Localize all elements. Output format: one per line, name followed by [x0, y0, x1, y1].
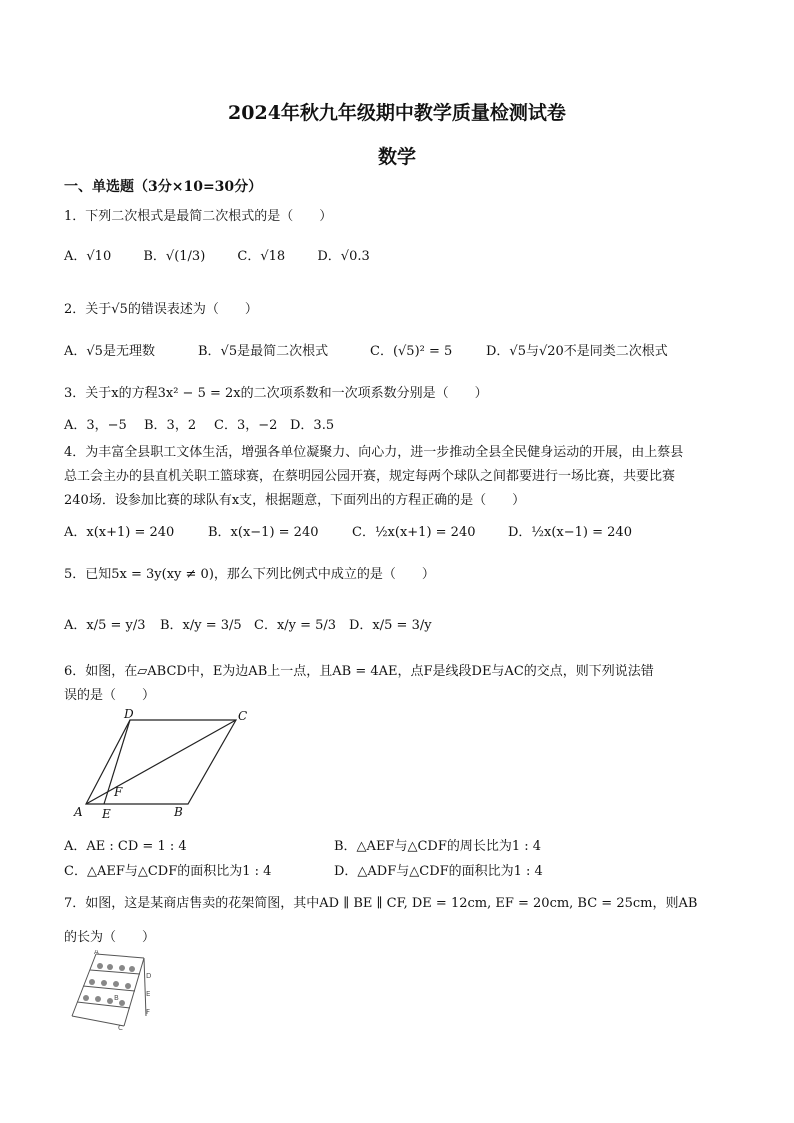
- q4-option-b: B．x(x−1) = 240: [208, 525, 319, 540]
- question-4-options: [64, 521, 632, 540]
- question-1-options: [64, 245, 370, 264]
- figure-label-d: D: [124, 708, 134, 721]
- q4-option-a: A．x(x+1) = 240: [64, 525, 175, 540]
- question-5-stem: 5．已知5x = 3y(xy ≠ 0)，那么下列比例式中成立的是（ ）: [64, 567, 435, 582]
- q1-option-a-label: A．: [64, 249, 87, 264]
- q4-option-d: D．½x(x−1) = 240: [508, 525, 632, 540]
- q5-option-c: C．x/y = 5/3: [254, 618, 337, 633]
- rack-label-f: F: [146, 1008, 151, 1016]
- q6-option-a: A．AE : CD = 1 : 4: [64, 839, 187, 854]
- question-3-stem: 3．关于x的方程3x² − 5 = 2x的二次项系数和一次项系数分别是（ ）: [64, 386, 488, 401]
- flower-rack-figure: [66, 950, 156, 1032]
- question-2-options: [64, 340, 668, 359]
- question-7-stem-line-2: 的长为（ ）: [64, 930, 156, 945]
- rack-label-d: D: [146, 972, 152, 980]
- figure-label-a: A: [74, 805, 83, 819]
- q5-option-a: A．x/5 = y/3: [64, 618, 146, 633]
- q1-option-a-value: √10: [86, 249, 112, 264]
- rack-label-b: B: [114, 994, 119, 1002]
- q6-option-d: D．△ADF与△CDF的面积比为1 : 4: [334, 864, 543, 879]
- question-6-stem-line-1: 6．如图，在▱ABCD中，E为边AB上一点，且AB = 4AE，点F是线段DE与AC的交点，则下列说法错: [64, 664, 654, 679]
- q2-option-b: B．√5是最简二次根式: [198, 344, 329, 359]
- q1-option-d-label: D．: [317, 249, 341, 264]
- question-2-stem: 2．关于√5的错误表述为（ ）: [64, 302, 258, 317]
- question-3-options: [64, 414, 335, 433]
- rack-label-a: A: [94, 950, 99, 956]
- q3-option-b: B．3，2: [144, 418, 197, 433]
- q6-option-b: B．△AEF与△CDF的周长比为1 : 4: [334, 839, 542, 854]
- rack-label-c: C: [118, 1024, 123, 1032]
- q4-option-c: C．½x(x+1) = 240: [352, 525, 476, 540]
- q1-option-c-value: √18: [260, 249, 286, 264]
- q1-option-c-label: C．: [237, 249, 261, 264]
- q3-option-a: A．3，−5: [64, 418, 127, 433]
- figure-label-e: E: [102, 807, 111, 821]
- figure-label-b: B: [174, 805, 183, 819]
- parallelogram-figure: [70, 708, 250, 826]
- q1-option-d-value: √0.3: [340, 249, 370, 264]
- q5-option-b: B．x/y = 3/5: [160, 618, 242, 633]
- question-4-stem-line-1: 4．为丰富全县职工文体生活，增强各单位凝聚力、向心力，进一步推动全县全民健身运动的开展，由上蔡县: [64, 445, 684, 460]
- q2-option-c: C．(√5)² = 5: [370, 344, 453, 359]
- q2-option-a: A．√5是无理数: [64, 344, 155, 359]
- q3-option-d: D．3.5: [290, 418, 335, 433]
- q5-option-d: D．x/5 = 3/y: [349, 618, 432, 633]
- q2-option-d: D．√5与√20不是同类二次根式: [486, 344, 668, 359]
- question-7-stem-line-1: 7．如图，这是某商店售卖的花架简图，其中AD ∥ BE ∥ CF, DE = 12cm, EF = 20cm, BC = 25cm，则AB: [64, 896, 698, 911]
- figure-label-f: F: [114, 785, 123, 799]
- question-5-options: [64, 614, 432, 633]
- q1-option-b-value: √(1/3): [165, 249, 206, 264]
- section-heading: 一、单选题（3分×10=30分）: [64, 179, 263, 195]
- question-4-stem-line-3: 240场．设参加比赛的球队有x支，根据题意，下面列出的方程正确的是（ ）: [64, 493, 526, 508]
- question-4-stem-line-2: 总工会主办的县直机关职工篮球赛，在蔡明园公园开赛，规定每两个球队之间都要进行一场比赛，共要比赛: [64, 469, 676, 484]
- q1-option-b-label: B．: [143, 249, 166, 264]
- figure-label-c: C: [238, 709, 248, 723]
- question-1-stem: 1．下列二次根式是最简二次根式的是（ ）: [64, 209, 333, 224]
- exam-title: 2024年秋九年级期中教学质量检测试卷: [228, 102, 566, 124]
- q6-option-c: C．△AEF与△CDF的面积比为1 : 4: [64, 864, 272, 879]
- rack-label-e: E: [146, 990, 151, 998]
- subject-title: 数学: [377, 146, 416, 168]
- question-6-stem-line-2: 误的是（ ）: [64, 688, 156, 703]
- q3-option-c: C．3，−2: [214, 418, 278, 433]
